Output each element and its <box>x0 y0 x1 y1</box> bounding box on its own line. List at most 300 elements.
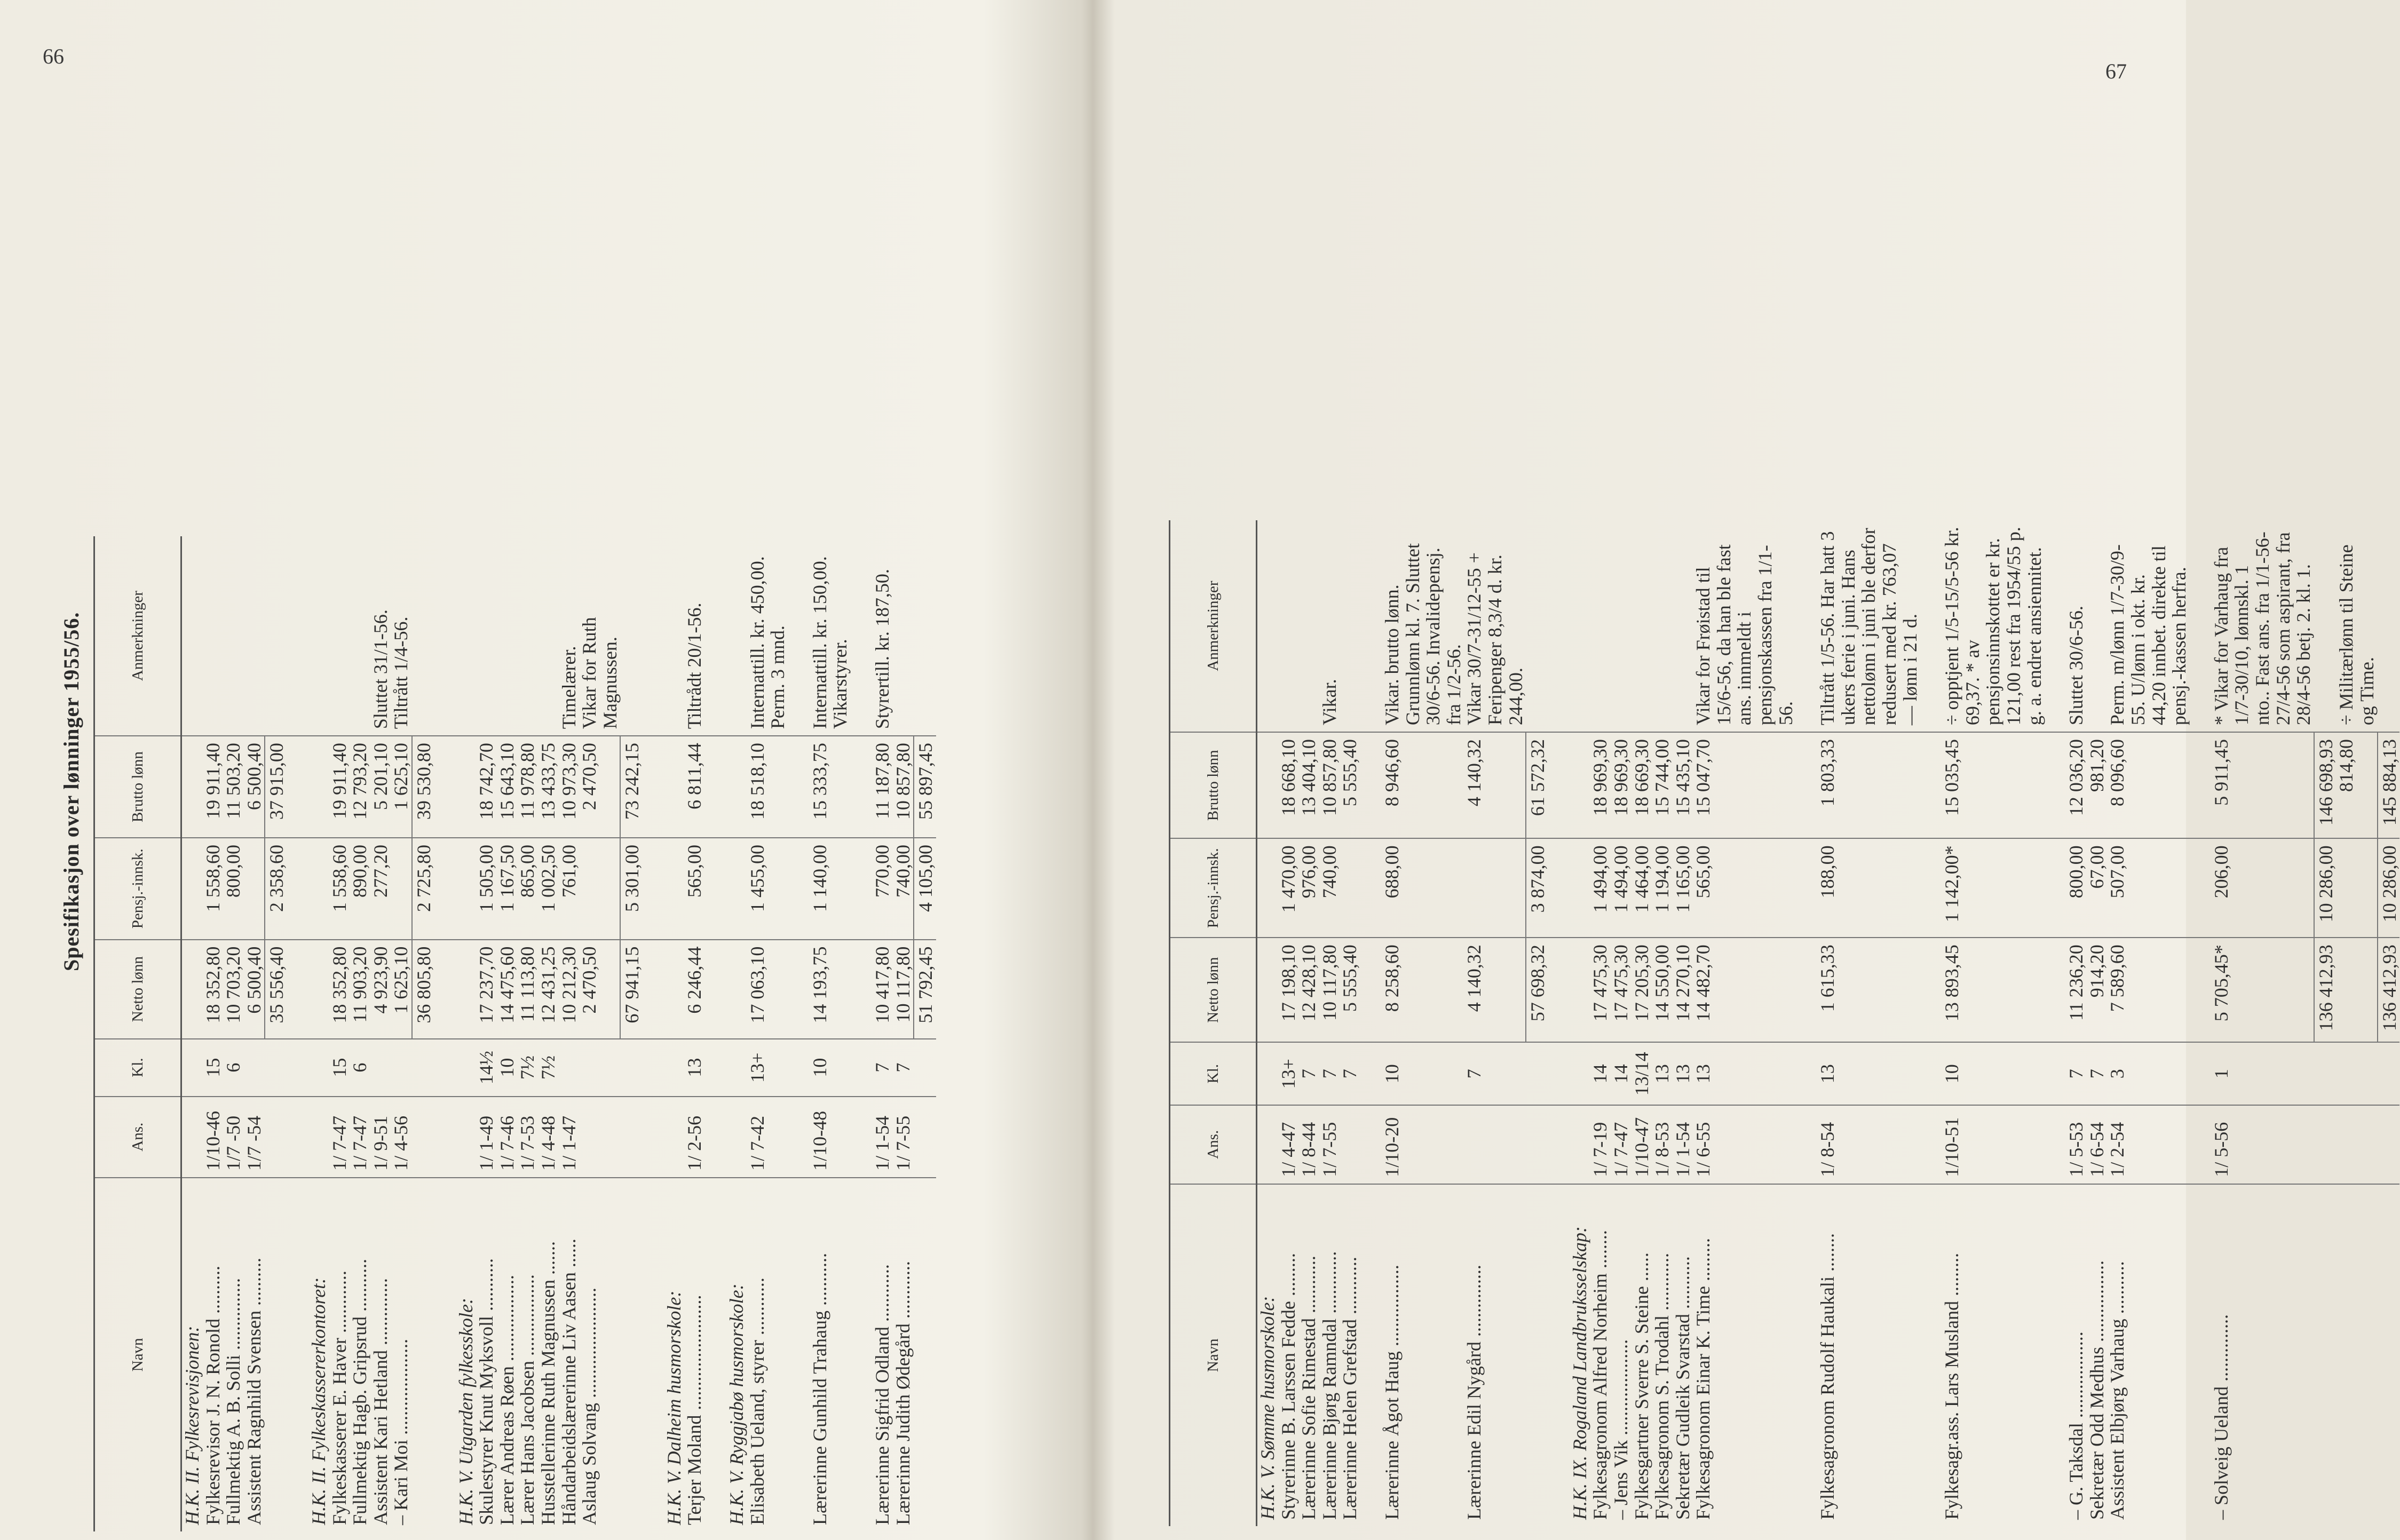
cell-kl: 7 <box>893 1039 914 1097</box>
spacer-row <box>1920 520 1942 1526</box>
empty-cell <box>2190 520 2211 732</box>
table-row <box>329 536 350 1531</box>
cell-name: Lærerinne Bjørg Ramndal ............. <box>1318 1251 1340 1520</box>
cell-netto: 12 428,10 <box>1298 938 1319 1042</box>
empty-cell <box>620 1097 643 1178</box>
table-row <box>579 536 620 1531</box>
cell-note <box>1631 520 1652 732</box>
empty-cell <box>851 838 872 940</box>
table-row <box>810 536 851 1531</box>
cell-kl: 7 <box>1464 1042 1526 1105</box>
cell-pensj: 1 464,00 <box>1631 838 1652 938</box>
table-row <box>1631 520 1652 1526</box>
section-title: H.K. V. Sømme husmorskole: <box>1257 1296 1278 1520</box>
table-row <box>684 536 705 1531</box>
empty-cell <box>1526 1184 1548 1526</box>
spacer-row <box>643 536 664 1531</box>
empty-cell <box>1257 938 1278 1042</box>
left-page-number: 66 <box>43 44 64 68</box>
empty-cell <box>1570 838 1590 938</box>
empty-cell <box>1920 732 1942 838</box>
left-salary-table <box>93 536 936 1531</box>
section-title: H.K. V. Utgarden fylkesskole: <box>455 1298 477 1525</box>
table-row <box>2336 520 2377 1526</box>
cell-pensj <box>1340 838 1360 938</box>
cell-note: Sluttet 31/1-56. <box>370 536 391 736</box>
cell-pensj: 67,00 <box>2087 838 2108 938</box>
cell-brutto: 18 518,10 <box>747 736 788 838</box>
cell-netto: 11 236,20 <box>2066 938 2087 1042</box>
cell-note: Vikar 30/7-31/12-55 + Feripenger 8,3/4 d. kr. 244,00. <box>1464 520 1526 732</box>
empty-cell <box>726 736 747 838</box>
empty-cell <box>287 1039 308 1097</box>
empty-cell <box>308 736 329 838</box>
cell-kl: 15 <box>203 1039 224 1097</box>
cell-note <box>244 536 265 736</box>
subtotal-row <box>914 536 936 1531</box>
empty-cell <box>1360 520 1382 732</box>
cell-ans: 1/ 4-56 <box>391 1097 412 1178</box>
subtotal-netto: 136 412,93 <box>2378 938 2400 1042</box>
column-header: Anmerkninger <box>94 536 181 736</box>
cell-note <box>538 536 559 736</box>
cell-brutto: 15 035,45 <box>1942 732 2045 838</box>
cell-note: Sluttet 30/6-56. <box>2066 520 2087 732</box>
empty-cell <box>456 1097 477 1178</box>
cell-netto: 14 270,10 <box>1673 938 1693 1042</box>
subtotal-netto: 35 556,40 <box>265 940 287 1039</box>
table-row <box>1590 520 1611 1526</box>
cell-kl: 15 <box>329 1039 350 1097</box>
empty-cell <box>1920 1042 1942 1105</box>
table-row <box>747 536 788 1531</box>
empty-cell <box>434 1097 456 1178</box>
empty-cell <box>705 1097 726 1178</box>
cell-brutto: 19 911,40 <box>203 736 224 838</box>
cell-kl: 14 <box>1590 1042 1611 1105</box>
table-row <box>893 536 914 1531</box>
cell-ans: 1/ 7-53 <box>517 1097 538 1178</box>
cell-brutto: 15 333,75 <box>810 736 851 838</box>
cell-brutto: 8 946,60 <box>1382 732 1464 838</box>
cell-netto: 12 431,25 <box>538 940 559 1039</box>
cell-kl: 14½ <box>476 1039 497 1097</box>
column-header: Ans. <box>1170 1105 1257 1184</box>
table-row <box>559 536 580 1531</box>
cell-pensj: 1 470,00 <box>1278 838 1299 938</box>
empty-cell <box>1570 1105 1590 1184</box>
subtotal-netto: 51 792,45 <box>914 940 936 1039</box>
cell-pensj: 688,00 <box>1382 838 1464 938</box>
cell-kl <box>579 1039 620 1097</box>
cell-netto: 17 237,70 <box>476 940 497 1039</box>
cell-kl: 7 <box>2066 1042 2087 1105</box>
empty-cell <box>1548 1105 1570 1184</box>
empty-cell <box>434 1178 456 1531</box>
cell-note: Vikar for Frøistad til 15/6-56, da han ble fast ans. innmeldt i pensjonskassen fra 1/1-56. <box>1693 520 1796 732</box>
empty-cell <box>2045 938 2066 1042</box>
cell-note: Styrertill. kr. 187,50. <box>872 536 893 736</box>
cell-pensj: 865,00 <box>517 838 538 940</box>
cell-netto: 18 352,80 <box>329 940 350 1039</box>
empty-cell <box>664 838 685 940</box>
cell-name: Lærerinne Gunhild Trahaug ........... <box>809 1253 830 1525</box>
cell-note <box>893 536 914 736</box>
subtotal-pensj: 2 725,80 <box>412 838 434 940</box>
cell-brutto: 4 140,32 <box>1464 732 1526 838</box>
subtotal-brutto: 73 242,15 <box>620 736 643 838</box>
empty-cell <box>1360 732 1382 838</box>
cell-brutto: 15 643,10 <box>497 736 518 838</box>
cell-ans: 1/ 2-54 <box>2107 1105 2189 1184</box>
empty-cell <box>2314 1184 2336 1526</box>
table-row <box>872 536 893 1531</box>
empty-cell <box>705 1178 726 1531</box>
empty-cell <box>181 940 203 1039</box>
subtotal-brutto: 145 884,13 <box>2378 732 2400 838</box>
empty-cell <box>788 838 810 940</box>
cell-pensj: 507,00 <box>2107 838 2189 938</box>
empty-cell <box>726 1039 747 1097</box>
empty-cell <box>287 1178 308 1531</box>
empty-cell <box>726 940 747 1039</box>
cell-netto: 17 475,30 <box>1611 938 1631 1042</box>
cell-kl: 13 <box>1817 1042 1920 1105</box>
cell-name: Lærerinne Sigfrid Odland ............ <box>872 1264 893 1525</box>
cell-netto: 17 475,30 <box>1590 938 1611 1042</box>
cell-name: Sekretær Gudleik Svarstad ........... <box>1672 1256 1693 1520</box>
section-header-row <box>308 536 329 1531</box>
cell-netto: 17 063,10 <box>747 940 788 1039</box>
cell-note <box>1673 520 1693 732</box>
empty-cell <box>1526 1042 1548 1105</box>
empty-cell <box>643 838 664 940</box>
empty-cell <box>851 1097 872 1178</box>
cell-brutto: 18 969,30 <box>1590 732 1611 838</box>
empty-cell <box>1796 1184 1817 1526</box>
cell-name: Aslaug Solvang ....................... <box>579 1288 600 1525</box>
column-header: Navn <box>1170 1184 1257 1526</box>
cell-netto: 14 482,70 <box>1693 938 1796 1042</box>
cell-kl: 3 <box>2107 1042 2189 1105</box>
cell-pensj: 1 558,60 <box>329 838 350 940</box>
cell-ans: 1/ 6-55 <box>1693 1105 1796 1184</box>
cell-ans <box>1464 1105 1526 1184</box>
cell-note: Internattill. kr. 150,00. Vikarstyrer. <box>810 536 851 736</box>
section-header-row <box>1257 520 1278 1526</box>
empty-cell <box>456 1039 477 1097</box>
cell-kl: 7 <box>1319 1042 1340 1105</box>
cell-note <box>1298 520 1319 732</box>
empty-cell <box>1796 838 1817 938</box>
cell-netto: 13 893,45 <box>1942 938 2045 1042</box>
cell-name: Fylkeskasserer E. Haver ............. <box>328 1271 350 1525</box>
right-salary-table <box>1169 520 2399 1526</box>
subtotal-netto: 36 805,80 <box>412 940 434 1039</box>
spacer-row <box>788 536 810 1531</box>
cell-kl <box>370 1039 391 1097</box>
empty-cell <box>2378 1184 2400 1526</box>
cell-brutto: 12 036,20 <box>2066 732 2087 838</box>
empty-cell <box>1570 732 1590 838</box>
section-header-row <box>726 536 747 1531</box>
empty-cell <box>1526 1105 1548 1184</box>
cell-pensj: 1 002,50 <box>538 838 559 940</box>
cell-brutto: 18 668,10 <box>1278 732 1299 838</box>
empty-cell <box>1360 938 1382 1042</box>
spacer-row <box>434 536 456 1531</box>
empty-cell <box>1360 838 1382 938</box>
cell-name: – Jens Vik .................... <box>1610 1339 1631 1520</box>
cell-pensj: 1 167,50 <box>497 838 518 940</box>
empty-cell <box>788 536 810 736</box>
section-header-row <box>664 536 685 1531</box>
cell-name: Fylkesrevisor J. N. Ronold .......... <box>202 1266 224 1525</box>
cell-brutto: 11 978,80 <box>517 736 538 838</box>
cell-kl: 6 <box>223 1039 244 1097</box>
cell-name: – Kari Moi .................... <box>390 1339 412 1525</box>
empty-cell <box>434 736 456 838</box>
cell-pensj: 188,00 <box>1817 838 1920 938</box>
table-row <box>1382 520 1464 1526</box>
empty-cell <box>788 1097 810 1178</box>
empty-cell <box>1548 838 1570 938</box>
empty-cell <box>1570 1042 1590 1105</box>
empty-cell <box>1920 938 1942 1042</box>
empty-cell <box>434 940 456 1039</box>
empty-cell <box>1796 520 1817 732</box>
empty-cell <box>456 940 477 1039</box>
empty-cell <box>705 736 726 838</box>
cell-note <box>203 536 224 736</box>
cell-note <box>1590 520 1611 732</box>
empty-cell <box>2045 520 2066 732</box>
cell-name: Fullmektig A. B. Solli ............... <box>223 1277 244 1525</box>
empty-cell <box>1796 938 1817 1042</box>
cell-netto: 10 212,30 <box>559 940 580 1039</box>
cell-pensj: 1 505,00 <box>476 838 497 940</box>
cell-ans: 1/ 5-53 <box>2066 1105 2087 1184</box>
empty-cell <box>851 736 872 838</box>
spacer-row <box>1796 520 1817 1526</box>
table-row <box>1652 520 1673 1526</box>
empty-cell <box>914 1039 936 1097</box>
cell-pensj: 800,00 <box>223 838 244 940</box>
cell-pensj: 740,00 <box>893 838 914 940</box>
empty-cell <box>181 736 203 838</box>
cell-note <box>517 536 538 736</box>
empty-cell <box>265 1097 287 1178</box>
cell-pensj <box>1464 838 1526 938</box>
cell-note: Vikar. brutto lønn. Grunnlønn kl. 7. Sluttet 30/6-56. Invalidepensj. fra 1/2-56. <box>1382 520 1464 732</box>
cell-pensj: 1 558,60 <box>203 838 224 940</box>
cell-note: Timelærer. <box>559 536 580 736</box>
empty-cell <box>643 940 664 1039</box>
cell-netto: 18 352,80 <box>203 940 224 1039</box>
empty-cell <box>287 536 308 736</box>
cell-ans <box>1340 1105 1360 1184</box>
cell-name: Assistent Ragnhild Svensen .......... <box>243 1258 265 1525</box>
empty-cell <box>705 838 726 940</box>
left-page-title: Spesifikasjon over lønninger 1955/56. <box>59 612 83 971</box>
table-row <box>1673 520 1693 1526</box>
empty-cell <box>643 1097 664 1178</box>
cell-pensj: 1 165,00 <box>1673 838 1693 938</box>
empty-cell <box>914 1097 936 1178</box>
spacer-row <box>287 536 308 1531</box>
empty-cell <box>914 1178 936 1531</box>
cell-brutto: 19 911,40 <box>329 736 350 838</box>
cell-ans: 1/ 9-51 <box>370 1097 391 1178</box>
empty-cell <box>456 536 477 736</box>
cell-pensj: 976,00 <box>1298 838 1319 938</box>
cell-brutto: 5 201,10 <box>370 736 391 838</box>
table-row <box>203 536 224 1531</box>
empty-cell <box>851 940 872 1039</box>
left-rotated-sheet <box>93 536 936 1531</box>
cell-kl: 13 <box>1652 1042 1673 1105</box>
cell-ans: 1/ 7-19 <box>1590 1105 1611 1184</box>
cell-note: Perm. m/lønn 1/7-30/9-55. U/lønn i okt. kr. 44,20 innbet. direkte til pensj.-kassen herfra. <box>2107 520 2189 732</box>
cell-kl: 10 <box>810 1039 851 1097</box>
subtotal-netto: 136 412,93 <box>2314 938 2336 1042</box>
empty-cell <box>2314 1042 2336 1105</box>
cell-pensj <box>579 838 620 940</box>
table-row <box>2087 520 2108 1526</box>
subtotal-row <box>412 536 434 1531</box>
left-page <box>21 0 1089 1540</box>
cell-brutto: 18 969,30 <box>1611 732 1631 838</box>
subtotal-pensj: 2 358,60 <box>265 838 287 940</box>
subtotal-pensj: 5 301,00 <box>620 838 643 940</box>
cell-pensj: 565,00 <box>1693 838 1796 938</box>
table-row <box>1611 520 1631 1526</box>
cell-pensj: 1 494,00 <box>1611 838 1631 938</box>
table-row <box>1693 520 1796 1526</box>
cell-name: Lærerinne Helen Grefstad ............ <box>1339 1257 1361 1520</box>
right-page-number: 67 <box>2105 59 2127 83</box>
column-header: Kl. <box>94 1039 181 1097</box>
empty-cell <box>181 536 203 736</box>
table-row <box>244 536 265 1531</box>
cell-pensj: 1 494,00 <box>1590 838 1611 938</box>
cell-name: – G. Taksdal .................. <box>2065 1331 2087 1520</box>
cell-pensj: 761,00 <box>559 838 580 940</box>
cell-brutto: 18 669,30 <box>1631 732 1652 838</box>
empty-cell <box>2314 1105 2336 1184</box>
empty-cell <box>788 940 810 1039</box>
empty-cell <box>1796 732 1817 838</box>
empty-cell <box>914 536 936 736</box>
empty-cell <box>643 1039 664 1097</box>
cell-note: Vikar. <box>1319 520 1340 732</box>
cell-brutto: 15 435,10 <box>1673 732 1693 838</box>
empty-cell <box>1796 1042 1817 1105</box>
empty-cell <box>620 1039 643 1097</box>
cell-kl: 13 <box>1673 1042 1693 1105</box>
cell-pensj: 1 140,00 <box>810 838 851 940</box>
cell-note <box>1611 520 1631 732</box>
cell-name: Lærer Andreas Røen .................. <box>496 1275 518 1525</box>
column-header: Brutto lønn <box>1170 732 1257 838</box>
cell-pensj <box>244 838 265 940</box>
empty-cell <box>1257 1105 1278 1184</box>
cell-note <box>497 536 518 736</box>
cell-name: Håndarbeidslærerinne Liv Aasen ...... <box>558 1239 580 1525</box>
cell-brutto: 18 742,70 <box>476 736 497 838</box>
section-title: H.K. II. Fylkeskassererkontoret: <box>307 1277 329 1525</box>
table-row <box>476 536 497 1531</box>
cell-ans: 1/ 7-47 <box>1611 1105 1631 1184</box>
cell-ans: 1/ 8-54 <box>1817 1105 1920 1184</box>
cell-note <box>1278 520 1299 732</box>
cell-netto: 11 113,80 <box>517 940 538 1039</box>
cell-pensj <box>2336 838 2377 938</box>
empty-cell <box>2190 1184 2211 1526</box>
empty-cell <box>705 1039 726 1097</box>
cell-brutto: 981,20 <box>2087 732 2108 838</box>
cell-pensj: 890,00 <box>350 838 370 940</box>
empty-cell <box>1360 1105 1382 1184</box>
cell-kl: 7 <box>872 1039 893 1097</box>
cell-brutto: 1 803,33 <box>1817 732 1920 838</box>
empty-cell <box>1548 938 1570 1042</box>
empty-cell <box>2045 838 2066 938</box>
cell-netto: 4 923,90 <box>370 940 391 1039</box>
empty-cell <box>1796 1105 1817 1184</box>
empty-cell <box>851 1178 872 1531</box>
cell-ans: 1/ 6-54 <box>2087 1105 2108 1184</box>
empty-cell <box>643 1178 664 1531</box>
cell-netto: 1 615,33 <box>1817 938 1920 1042</box>
table-row <box>223 536 244 1531</box>
section-header-row <box>456 536 477 1531</box>
cell-note: Internattill. kr. 450,00. Perm. 3 mnd. <box>747 536 788 736</box>
table-row <box>1340 520 1360 1526</box>
cell-brutto: 6 500,40 <box>244 736 265 838</box>
cell-pensj: 800,00 <box>2066 838 2087 938</box>
cell-brutto: 1 625,10 <box>391 736 412 838</box>
spacer-row <box>705 536 726 1531</box>
cell-ans: 1/ 7-42 <box>747 1097 788 1178</box>
cell-kl: 7½ <box>517 1039 538 1097</box>
spacer-row <box>1548 520 1570 1526</box>
empty-cell <box>788 736 810 838</box>
cell-kl <box>559 1039 580 1097</box>
cell-brutto: 12 793,20 <box>350 736 370 838</box>
empty-cell <box>265 1039 287 1097</box>
cell-pensj: 206,00 <box>2211 838 2314 938</box>
empty-cell <box>705 940 726 1039</box>
cell-kl: 13/14 <box>1631 1042 1652 1105</box>
empty-cell <box>181 1039 203 1097</box>
spacer-row <box>2045 520 2066 1526</box>
cell-ans: 1/ 7-47 <box>329 1097 350 1178</box>
empty-cell <box>1257 1042 1278 1105</box>
empty-cell <box>456 838 477 940</box>
empty-cell <box>181 1097 203 1178</box>
empty-cell <box>434 536 456 736</box>
cell-ans: 1/10-20 <box>1382 1105 1464 1184</box>
empty-cell <box>1257 520 1278 732</box>
cell-ans: 1/10-51 <box>1942 1105 2045 1184</box>
cell-note: Tiltrått 1/4-56. <box>391 536 412 736</box>
cell-ans: 1/10-46 <box>203 1097 224 1178</box>
empty-cell <box>664 940 685 1039</box>
subtotal-brutto: 61 572,32 <box>1526 732 1548 838</box>
cell-brutto: 8 096,60 <box>2107 732 2189 838</box>
cell-note: * Vikar for Varhaug fra 1/7-30/10, lønnskl. 1 nto.. Fast ans. fra 1/1-56-27/4-56 som aspirant, fra 28/4-56 betj. 2. kl. 1. <box>2211 520 2314 732</box>
